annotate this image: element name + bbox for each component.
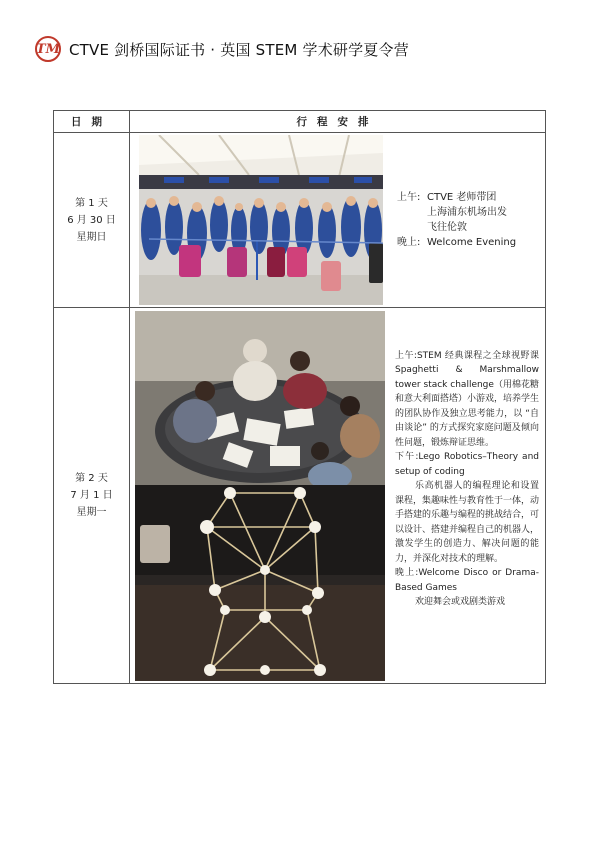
column-header-date: 日期 [54, 111, 130, 133]
morning-activity: STEM 经典课程之全球视野课 Spaghetti & Marshmallow tower stack challenge（用棉花糖和意大利面搭塔）小游戏，培养学生的团队协作及独立思考能力，以 “自由谈论” 的方式探究家庭问题及倾向性问题，锻炼辩证思维。 [395, 350, 540, 448]
table-row-day-2 [54, 308, 546, 684]
date-cell-day-2 [54, 308, 130, 684]
morning-label: 上午: [397, 192, 421, 203]
evening-detail: 欢迎舞会或戏剧类游戏 [415, 597, 506, 607]
morning-label: 上午: [395, 350, 417, 361]
schedule-cell-day-1 [130, 133, 546, 308]
morning-line: 上海浦东机场出发 [427, 207, 507, 218]
column-header-schedule: 行程安排 [130, 111, 546, 133]
day-1-itinerary [397, 190, 516, 250]
day-number: 第 1 天 [75, 197, 108, 209]
table-row-day-1 [54, 133, 546, 308]
morning-line: CTVE 老师带团 [427, 192, 497, 203]
schedule-cell-day-2 [130, 308, 546, 684]
ctve-logo [35, 36, 61, 62]
marshmallow-tower-photo [135, 485, 385, 681]
table-header-row [54, 111, 546, 133]
afternoon-detail: 乐高机器人的编程理论和设置课程，集趣味性与教育性于一体，动手搭建的乐趣与编程的挑战结合，可以设计、搭建并编程自己的机器人，激发学生的创造力、解决问题的能力，并深化对技术的理解。 [395, 481, 540, 564]
afternoon-label: 下午: [395, 452, 419, 462]
day-number: 第 2 天 [75, 473, 108, 484]
airport-group-photo [139, 135, 383, 305]
schedule-table [53, 110, 546, 684]
page-header [35, 34, 409, 64]
evening-label: 晚上: [395, 568, 419, 578]
page-title: CTVE 剑桥国际证书 · 英国 STEM 学术研学夏令营 [69, 40, 409, 59]
evening-label: 晚上: [397, 237, 421, 248]
day-date: 6 月 30 日 [67, 214, 116, 226]
classroom-discussion-photo [135, 311, 385, 485]
evening-activity: Welcome Disco or Drama-Based Games [395, 568, 539, 593]
day-2-itinerary [385, 311, 545, 681]
logo-text: TM [35, 41, 61, 57]
day-date: 7 月 1 日 [70, 490, 113, 501]
day-weekday: 星期一 [76, 507, 107, 518]
morning-line: 飞往伦敦 [427, 222, 467, 233]
afternoon-activity: Lego Robotics–Theory and setup of coding [395, 452, 539, 477]
day-weekday: 星期日 [76, 231, 107, 243]
evening-activity: Welcome Evening [427, 237, 517, 248]
date-cell-day-1 [54, 133, 130, 308]
